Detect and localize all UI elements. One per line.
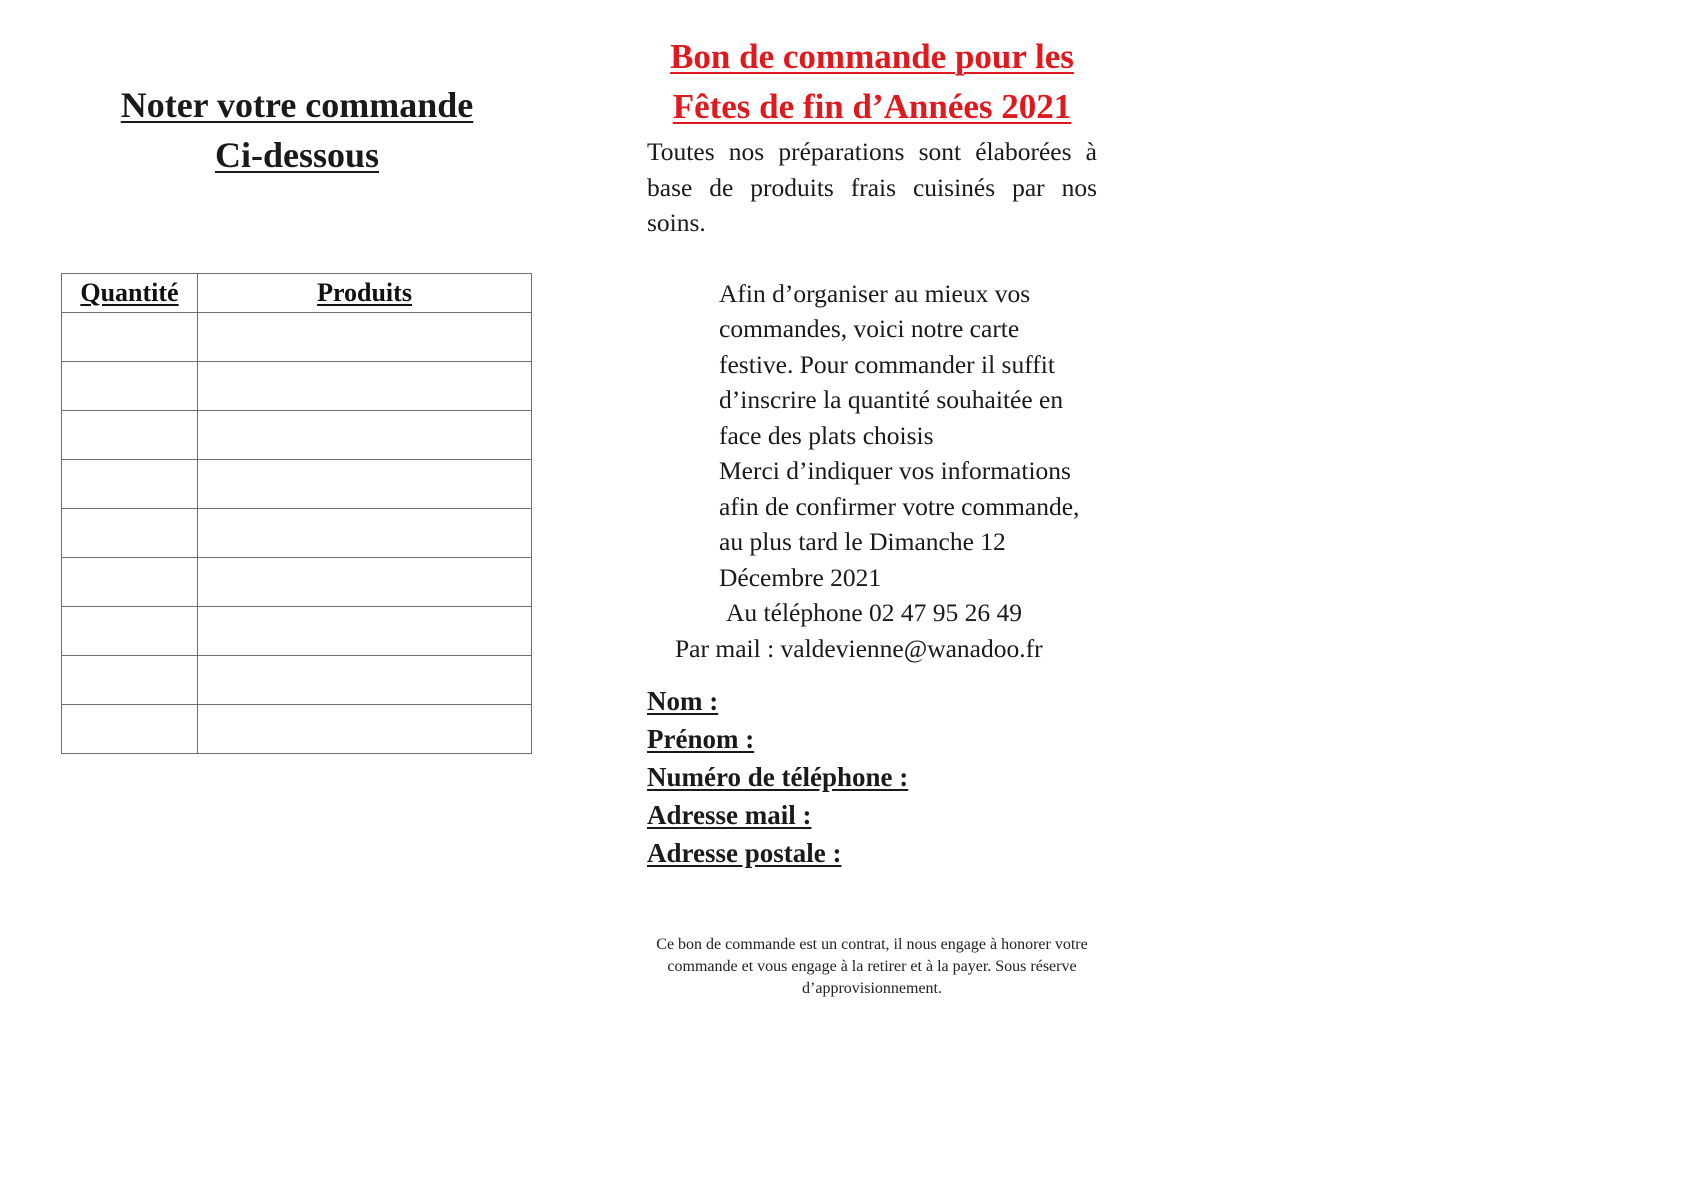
quantity-cell[interactable] xyxy=(62,411,198,460)
product-cell[interactable] xyxy=(198,705,532,754)
header-quantity: Quantité xyxy=(62,274,198,313)
table-row xyxy=(62,509,532,558)
table-row xyxy=(62,656,532,705)
product-cell[interactable] xyxy=(198,607,532,656)
instructions xyxy=(647,276,1097,596)
table-row xyxy=(62,558,532,607)
main-title-line2: Fêtes de fin d’Années 2021 xyxy=(672,87,1072,126)
order-note-title-line1: Noter votre commande xyxy=(120,85,474,125)
product-cell[interactable] xyxy=(198,411,532,460)
product-cell[interactable] xyxy=(198,362,532,411)
quantity-cell[interactable] xyxy=(62,607,198,656)
header-products: Produits xyxy=(198,274,532,313)
product-cell[interactable] xyxy=(198,509,532,558)
contract-disclaimer: Ce bon de commande est un contrat, il nous engage à honorer votre commande et vous engage à la retirer et à la payer. Sous réserve d’approvisionnement. xyxy=(656,936,1088,997)
table-row xyxy=(62,362,532,411)
main-title-line1: Bon de commande pour les xyxy=(670,37,1074,76)
intro-paragraph: Toutes nos préparations sont élaborées à base de produits frais cuisinés par nos soins. xyxy=(647,137,1097,237)
main-title xyxy=(647,32,1097,132)
quantity-cell[interactable] xyxy=(62,558,198,607)
product-cell[interactable] xyxy=(198,656,532,705)
contact-phone: Au téléphone 02 47 95 26 49 xyxy=(726,598,1023,627)
order-table xyxy=(61,273,532,754)
product-cell[interactable] xyxy=(198,460,532,509)
table-row xyxy=(62,411,532,460)
contact-info xyxy=(647,595,1097,666)
instructions-deadline: Merci d’indiquer vos informations afin de confirmer votre commande, au plus tard le Dimanche 12 Décembre 2021 xyxy=(719,456,1080,592)
customer-fields xyxy=(647,682,1097,872)
quantity-cell[interactable] xyxy=(62,362,198,411)
field-prenom[interactable]: Prénom : xyxy=(647,724,755,754)
table-row xyxy=(62,607,532,656)
table-row xyxy=(62,705,532,754)
quantity-cell[interactable] xyxy=(62,656,198,705)
product-cell[interactable] xyxy=(198,313,532,362)
quantity-cell[interactable] xyxy=(62,313,198,362)
order-note-title-line2: Ci-dessous xyxy=(214,135,380,175)
instructions-order: Afin d’organiser au mieux vos commandes, voici notre carte festive. Pour commander il suffit d’inscrire la quantité souhaitée en face des plats choisis xyxy=(719,278,1064,450)
table-row xyxy=(62,313,532,362)
quantity-cell[interactable] xyxy=(62,705,198,754)
order-table-header-row xyxy=(62,274,532,313)
order-table-body xyxy=(62,313,532,754)
table-row xyxy=(62,460,532,509)
quantity-cell[interactable] xyxy=(62,509,198,558)
field-email[interactable]: Adresse mail : xyxy=(647,800,812,830)
order-note-title xyxy=(60,80,534,180)
field-telephone[interactable]: Numéro de téléphone : xyxy=(647,762,909,792)
order-form-column xyxy=(647,32,1097,872)
quantity-cell[interactable] xyxy=(62,460,198,509)
field-nom[interactable]: Nom : xyxy=(647,686,719,716)
product-cell[interactable] xyxy=(198,558,532,607)
field-address[interactable]: Adresse postale : xyxy=(647,838,842,868)
contact-mail: Par mail : valdevienne@wanadoo.fr xyxy=(675,633,1043,663)
